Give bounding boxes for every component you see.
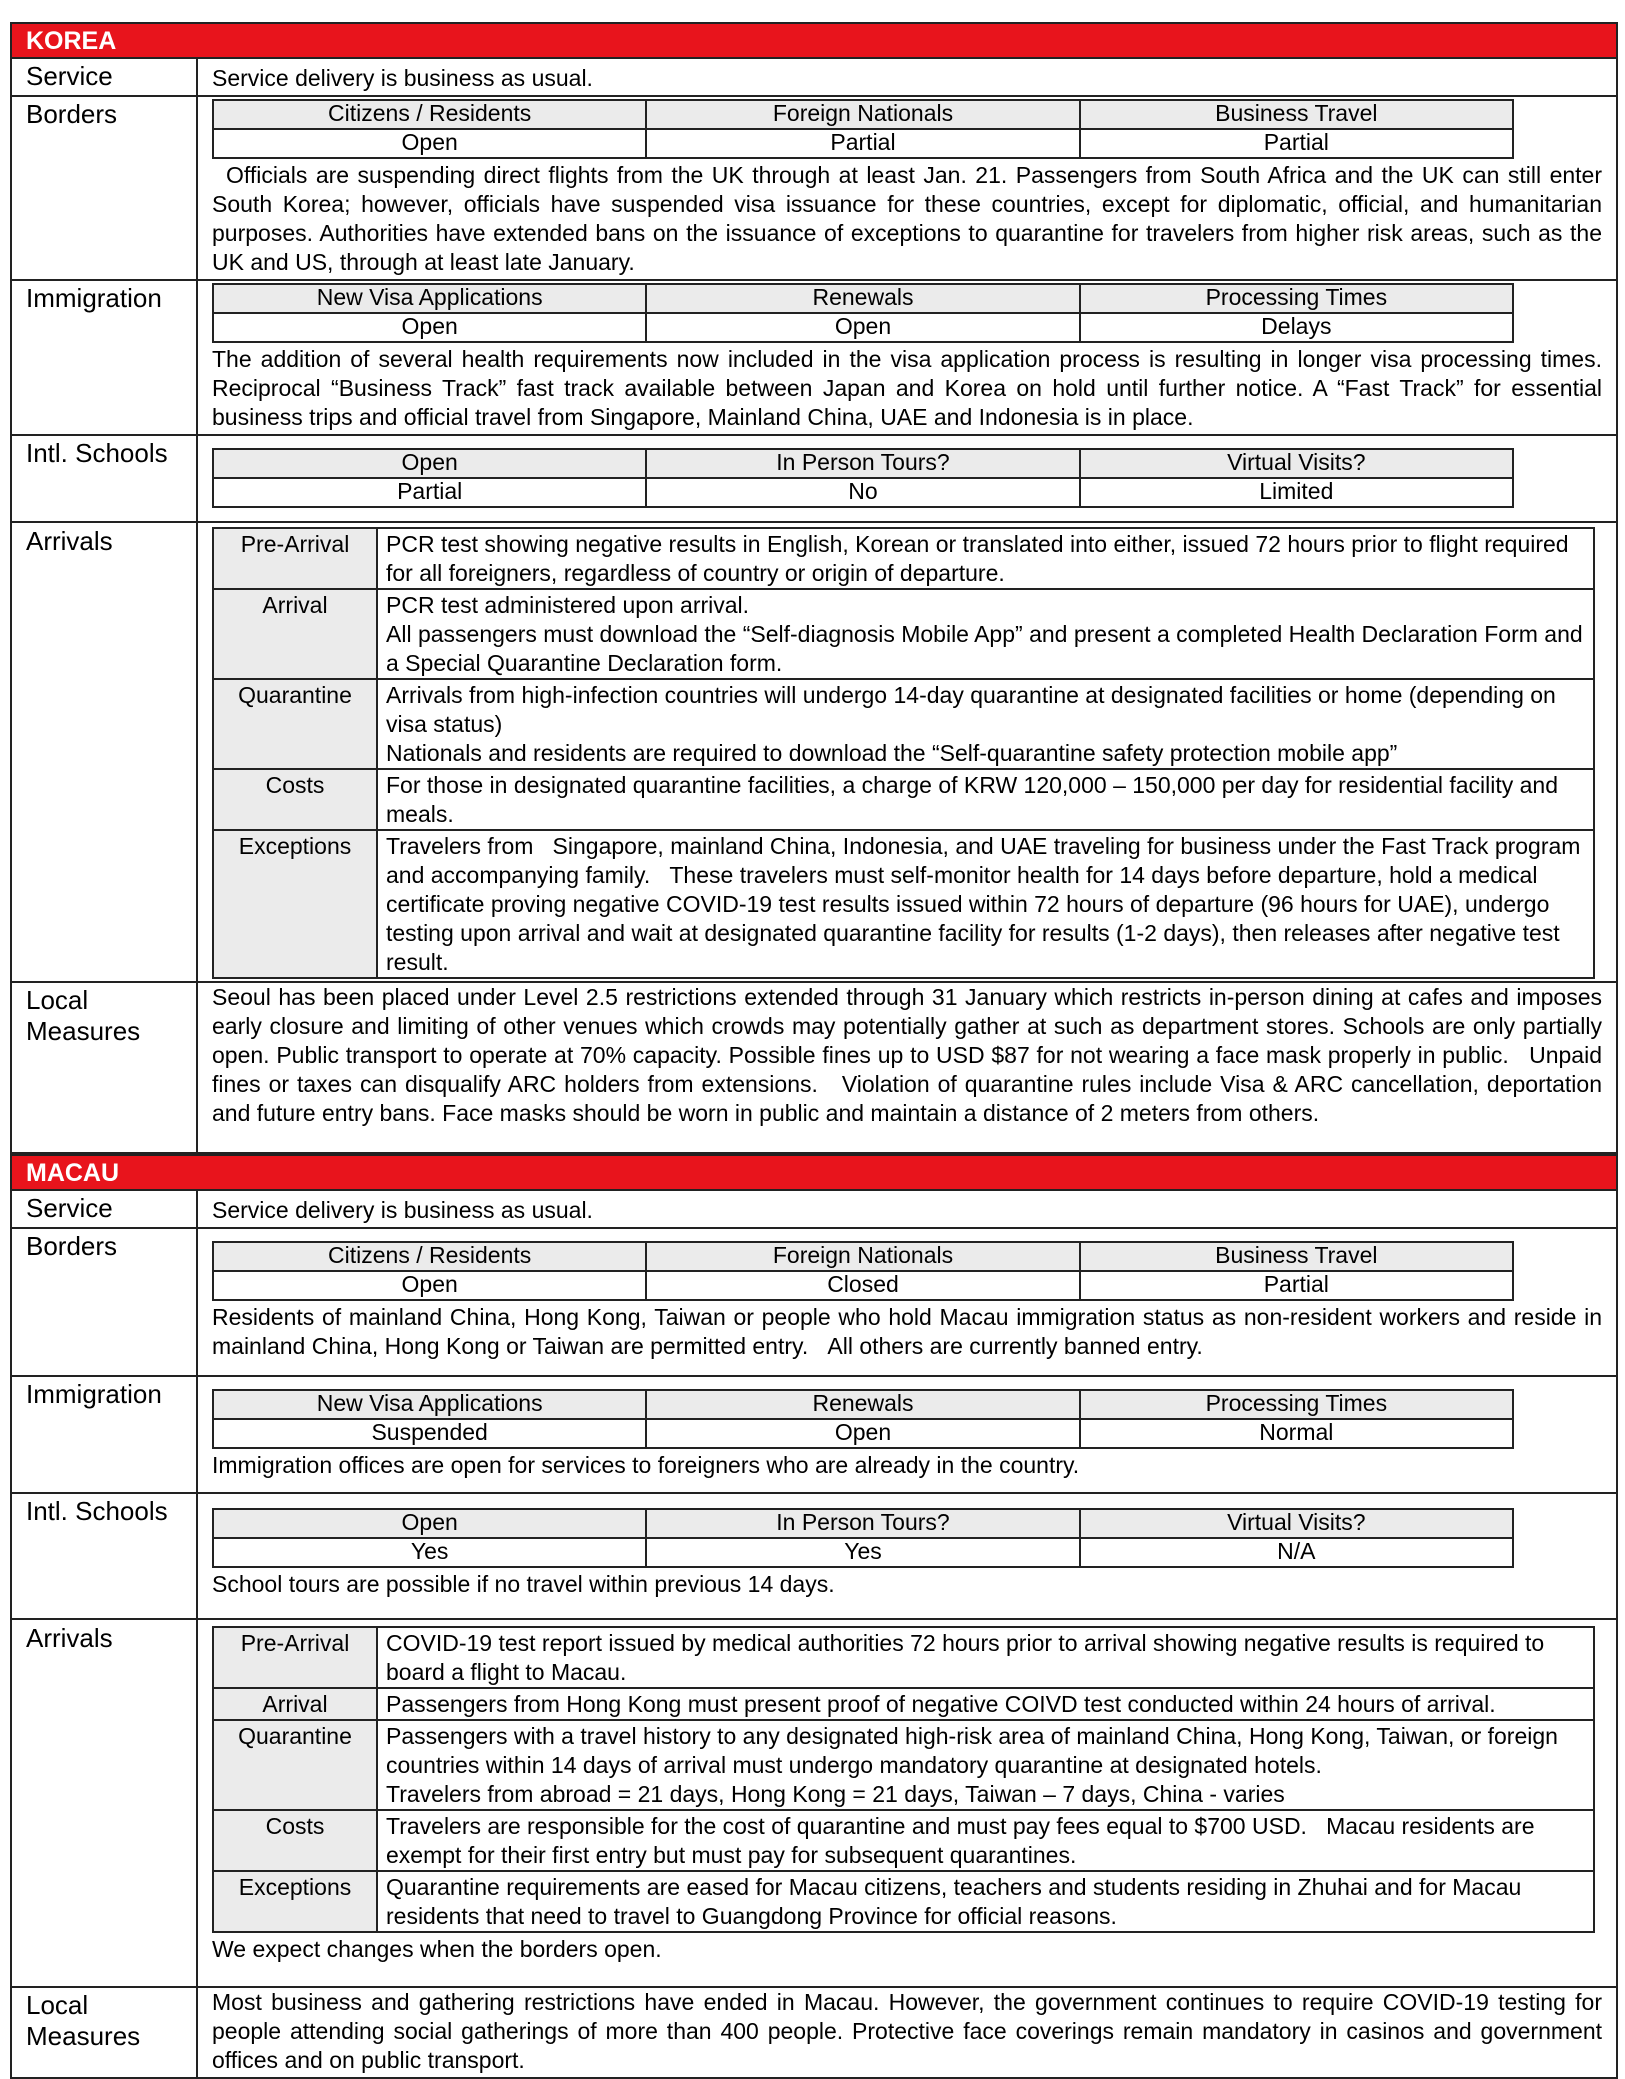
arrivals-label-arrival: Arrival bbox=[213, 1688, 377, 1720]
macau-arrivals-note: We expect changes when the borders open. bbox=[212, 1936, 662, 1962]
travel-advisory-page bbox=[10, 22, 1618, 2079]
macau-schools-row bbox=[11, 1493, 1617, 1619]
arrivals-label-arrival: Arrival bbox=[213, 589, 377, 679]
arrivals-quarantine-text-2: Travelers from abroad = 21 days, Hong Kong = 21 days, Taiwan – 7 days, China - varies bbox=[386, 1781, 1285, 1807]
status-value: No bbox=[646, 478, 1079, 507]
macau-header: MACAU bbox=[10, 1154, 1618, 1189]
arrivals-label-exceptions: Exceptions bbox=[213, 1871, 377, 1932]
row-label-service: Service bbox=[11, 58, 197, 96]
status-header: Processing Times bbox=[1080, 1390, 1513, 1419]
korea-arrivals-row bbox=[11, 522, 1617, 982]
status-value: Delays bbox=[1080, 313, 1513, 342]
row-label-local bbox=[11, 1987, 197, 2078]
arrivals-costs-text: For those in designated quarantine facilities, a charge of KRW 120,000 – 150,000 per day for residential facility and meals. bbox=[377, 769, 1594, 830]
status-value: N/A bbox=[1080, 1538, 1513, 1567]
arrivals-label-pre-arrival: Pre-Arrival bbox=[213, 1627, 377, 1688]
row-label-local-line1: Local bbox=[26, 1990, 89, 2020]
macau-immigration-note: Immigration offices are open for services to foreigners who are already in the country. bbox=[212, 1452, 1080, 1478]
arrivals-arrival-text: PCR test administered upon arrival. bbox=[386, 592, 750, 618]
arrivals-pre-arrival-text: COVID-19 test report issued by medical authorities 72 hours prior to arrival showing negative results is required to board a flight to Macau. bbox=[377, 1627, 1594, 1688]
arrivals-costs-text: Travelers are responsible for the cost of quarantine and must pay fees equal to $700 USD. Macau residents are exempt for their first entry but must pay for subsequent quarantines. bbox=[377, 1810, 1594, 1871]
macau-table bbox=[10, 1189, 1618, 2079]
status-value: Limited bbox=[1080, 478, 1513, 507]
status-header: Citizens / Residents bbox=[213, 100, 646, 129]
korea-borders-note: Officials are suspending direct flights from the UK through at least Jan. 21. Passengers from South Africa and the UK can still enter South Korea; however, officials have suspended visa issuance for these countries, except for diplomatic, official, and humanitarian purposes. Authorities have extended bans on the issuance of exceptions to quarantine for travelers from higher risk areas, such as the UK and US, through at least late January. bbox=[212, 162, 1602, 275]
status-header: In Person Tours? bbox=[646, 449, 1079, 478]
korea-immigration-note: The addition of several health requirements now included in the visa application process is resulting in longer visa processing times. Reciprocal “Business Track” fast track available between Japan and Korea on hold until further notice. A “Fast Track” for essential business trips and official travel from Singapore, Mainland China, UAE and Indonesia is in place. bbox=[212, 346, 1602, 430]
status-value: Partial bbox=[1080, 1271, 1513, 1300]
arrivals-exceptions-text: Quarantine requirements are eased for Macau citizens, teachers and students residing in Zhuhai and for Macau residents that need to travel to Guangdong Province for official reasons. bbox=[377, 1871, 1594, 1932]
arrivals-label-exceptions: Exceptions bbox=[213, 830, 377, 978]
arrivals-quarantine-text-2: Nationals and residents are required to download the “Self-quarantine safety protection mobile app” bbox=[386, 740, 1398, 766]
row-label-arrivals: Arrivals bbox=[11, 1619, 197, 1987]
arrivals-label-quarantine: Quarantine bbox=[213, 679, 377, 769]
macau-borders-row bbox=[11, 1228, 1617, 1376]
status-value: Partial bbox=[213, 478, 646, 507]
status-header: Foreign Nationals bbox=[646, 1242, 1079, 1271]
arrivals-arrival-text: Passengers from Hong Kong must present proof of negative COIVD test conducted within 24 hours of arrival. bbox=[377, 1688, 1594, 1720]
status-header: Renewals bbox=[646, 1390, 1079, 1419]
row-label-immigration: Immigration bbox=[11, 280, 197, 435]
arrivals-label-costs: Costs bbox=[213, 769, 377, 830]
row-label-service: Service bbox=[11, 1190, 197, 1228]
macau-borders-note: Residents of mainland China, Hong Kong, Taiwan or people who hold Macau immigration status as non-resident workers and reside in mainland China, Hong Kong or Taiwan are permitted entry. All others are currently banned entry. bbox=[212, 1304, 1602, 1359]
row-label-local-line1: Local bbox=[26, 985, 89, 1015]
macau-schools-status bbox=[212, 1508, 1514, 1568]
status-header: Business Travel bbox=[1080, 100, 1513, 129]
korea-borders-row bbox=[11, 96, 1617, 280]
korea-table bbox=[10, 57, 1618, 1154]
arrivals-exceptions-text: Travelers from Singapore, mainland China, Indonesia, and UAE traveling for business under the Fast Track program and accompanying family. These travelers must self-monitor health for 14 days before departure, hold a medical certificate proving negative COVID-19 test results issued within 72 hours of departure (96 hours for UAE), undergo testing upon arrival and wait at designated quarantine facility for results (1-2 days), then releases after negative test result. bbox=[377, 830, 1594, 978]
status-header: Renewals bbox=[646, 284, 1079, 313]
korea-borders-status bbox=[212, 99, 1514, 159]
status-header: Virtual Visits? bbox=[1080, 449, 1513, 478]
arrivals-label-pre-arrival: Pre-Arrival bbox=[213, 528, 377, 589]
status-header: In Person Tours? bbox=[646, 1509, 1079, 1538]
korea-schools-row bbox=[11, 435, 1617, 522]
korea-local-row bbox=[11, 982, 1617, 1153]
macau-borders-status bbox=[212, 1241, 1514, 1301]
row-label-arrivals: Arrivals bbox=[11, 522, 197, 982]
macau-immigration-row bbox=[11, 1376, 1617, 1493]
row-label-immigration: Immigration bbox=[11, 1376, 197, 1493]
status-header: New Visa Applications bbox=[213, 284, 646, 313]
macau-arrivals-row bbox=[11, 1619, 1617, 1987]
korea-service-text: Service delivery is business as usual. bbox=[197, 58, 1617, 96]
macau-local-row bbox=[11, 1987, 1617, 2078]
korea-schools-status bbox=[212, 448, 1514, 508]
row-label-local bbox=[11, 982, 197, 1153]
status-header: Foreign Nationals bbox=[646, 100, 1079, 129]
status-header: Citizens / Residents bbox=[213, 1242, 646, 1271]
macau-schools-note: School tours are possible if no travel within previous 14 days. bbox=[212, 1571, 835, 1597]
status-header: New Visa Applications bbox=[213, 1390, 646, 1419]
row-label-borders: Borders bbox=[11, 96, 197, 280]
arrivals-pre-arrival-text: PCR test showing negative results in English, Korean or translated into either, issued 72 hours prior to flight required for all foreigners, regardless of country or origin of departure. bbox=[377, 528, 1594, 589]
status-value: Open bbox=[213, 129, 646, 158]
arrivals-label-quarantine: Quarantine bbox=[213, 1720, 377, 1810]
arrivals-arrival-text-2: All passengers must download the “Self-diagnosis Mobile App” and present a completed Health Declaration Form and a Special Quarantine Declaration form. bbox=[386, 621, 1583, 676]
arrivals-quarantine-text: Passengers with a travel history to any designated high-risk area of mainland China, Hong Kong, Taiwan, or foreign countries within 14 days of arrival must undergo mandatory quarantine at designated hotels. bbox=[386, 1723, 1558, 1778]
status-value: Yes bbox=[646, 1538, 1079, 1567]
row-label-local-line2: Measures bbox=[26, 2021, 141, 2051]
macau-arrivals-table bbox=[212, 1626, 1595, 1933]
macau-service-row bbox=[11, 1190, 1617, 1228]
status-value: Open bbox=[646, 1419, 1079, 1448]
korea-local-text: Seoul has been placed under Level 2.5 restrictions extended through 31 January which restricts in-person dining at cafes and imposes early closure and limiting of other venues which crowds may potentially gather at such as department stores. Schools are only partially open. Public transport to operate at 70% capacity. Possible fines up to USD $87 for not wearing a face mask properly in public. Unpaid fines or taxes can disqualify ARC holders from extensions. Violation of quarantine rules include Visa & ARC cancellation, deportation and future entry bans. Face masks should be worn in public and maintain a distance of 2 meters from others. bbox=[212, 984, 1602, 1126]
status-value: Closed bbox=[646, 1271, 1079, 1300]
korea-immigration-status bbox=[212, 283, 1514, 343]
status-value: Partial bbox=[1080, 129, 1513, 158]
arrivals-label-costs: Costs bbox=[213, 1810, 377, 1871]
status-value: Partial bbox=[646, 129, 1079, 158]
status-value: Open bbox=[213, 313, 646, 342]
macau-immigration-status bbox=[212, 1389, 1514, 1449]
macau-service-text: Service delivery is business as usual. bbox=[197, 1190, 1617, 1228]
row-label-local-line2: Measures bbox=[26, 1016, 141, 1046]
status-value: Suspended bbox=[213, 1419, 646, 1448]
arrivals-quarantine-text: Arrivals from high-infection countries will undergo 14-day quarantine at designated facilities or home (depending on visa status) bbox=[386, 682, 1556, 737]
row-label-schools: Intl. Schools bbox=[11, 1493, 197, 1619]
status-value: Yes bbox=[213, 1538, 646, 1567]
status-value: Normal bbox=[1080, 1419, 1513, 1448]
status-header: Virtual Visits? bbox=[1080, 1509, 1513, 1538]
macau-local-text: Most business and gathering restrictions have ended in Macau. However, the government continues to require COVID-19 testing for people attending social gatherings of more than 400 people. Protective face coverings remain mandatory in casinos and government offices and on public transport. bbox=[212, 1989, 1602, 2073]
status-header: Open bbox=[213, 449, 646, 478]
row-label-borders: Borders bbox=[11, 1228, 197, 1376]
korea-immigration-row bbox=[11, 280, 1617, 435]
status-header: Processing Times bbox=[1080, 284, 1513, 313]
status-value: Open bbox=[213, 1271, 646, 1300]
korea-header: KOREA bbox=[10, 22, 1618, 57]
row-label-schools: Intl. Schools bbox=[11, 435, 197, 522]
korea-arrivals-table bbox=[212, 527, 1595, 979]
status-header: Open bbox=[213, 1509, 646, 1538]
status-value: Open bbox=[646, 313, 1079, 342]
korea-service-row bbox=[11, 58, 1617, 96]
status-header: Business Travel bbox=[1080, 1242, 1513, 1271]
